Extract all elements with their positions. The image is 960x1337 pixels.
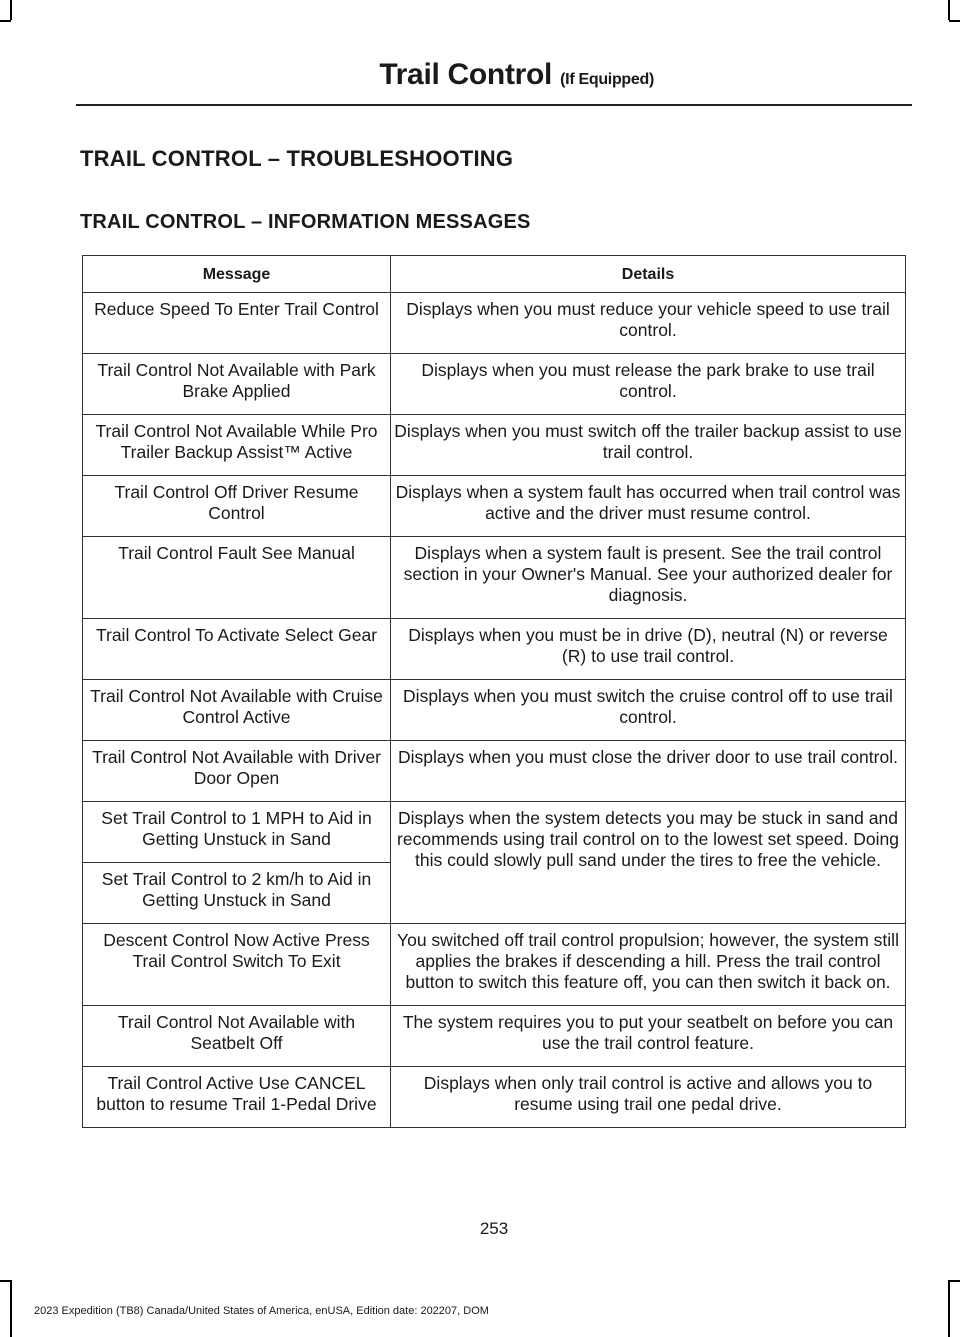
details-cell: You switched off trail control propulsion; however, the system still applies the brakes if descending a hill. Press the trail control button to switch this feature off, you can then switch it back on. [391, 924, 906, 1006]
table-header-row [83, 256, 906, 293]
table-row [83, 680, 906, 741]
message-cell: Set Trail Control to 1 MPH to Aid in Getting Unstuck in Sand [83, 802, 391, 863]
table-row [83, 415, 906, 476]
table-row [83, 1067, 906, 1128]
table-row [83, 1006, 906, 1067]
crop-mark [948, 1280, 950, 1337]
table-row [83, 354, 906, 415]
details-cell: Displays when you must be in drive (D), neutral (N) or reverse (R) to use trail control. [391, 619, 906, 680]
details-cell: Displays when you must reduce your vehicle speed to use trail control. [391, 293, 906, 354]
details-cell: Displays when you must release the park brake to use trail control. [391, 354, 906, 415]
table-row [83, 537, 906, 619]
section-heading: TRAIL CONTROL – TROUBLESHOOTING [80, 146, 514, 171]
crop-mark [948, 0, 950, 20]
page-header [379, 58, 654, 92]
column-header-details: Details [391, 256, 906, 293]
information-messages-table [82, 255, 906, 1128]
header-divider [76, 104, 912, 106]
message-cell: Trail Control Not Available with Driver Door Open [83, 741, 391, 802]
details-cell: Displays when a system fault is present. See the trail control section in your Owner's Manual. See your authorized dealer for diagnosis. [391, 537, 906, 619]
table-row [83, 293, 906, 354]
details-cell: Displays when you must switch the cruise control off to use trail control. [391, 680, 906, 741]
table-row [83, 924, 906, 1006]
message-cell: Trail Control Off Driver Resume Control [83, 476, 391, 537]
details-cell: The system requires you to put your seatbelt on before you can use the trail control feature. [391, 1006, 906, 1067]
details-cell: Displays when a system fault has occurred when trail control was active and the driver must resume control. [391, 476, 906, 537]
table-row [83, 476, 906, 537]
message-cell: Trail Control Active Use CANCEL button to resume Trail 1-Pedal Drive [83, 1067, 391, 1128]
message-cell: Trail Control Not Available with Cruise Control Active [83, 680, 391, 741]
details-cell: Displays when you must close the driver door to use trail control. [391, 741, 906, 802]
message-cell: Trail Control Not Available with Seatbelt Off [83, 1006, 391, 1067]
message-cell: Descent Control Now Active Press Trail Control Switch To Exit [83, 924, 391, 1006]
crop-mark [0, 1280, 11, 1282]
crop-mark [10, 0, 12, 20]
crop-mark [949, 20, 960, 22]
message-cell: Set Trail Control to 2 km/h to Aid in Getting Unstuck in Sand [83, 863, 391, 924]
column-header-message: Message [83, 256, 391, 293]
details-cell: Displays when only trail control is active and allows you to resume using trail one pedal drive. [391, 1067, 906, 1128]
crop-mark [0, 20, 11, 22]
subsection-heading: TRAIL CONTROL – INFORMATION MESSAGES [80, 211, 531, 233]
page-number: 253 [479, 1219, 509, 1238]
crop-mark [949, 1280, 960, 1282]
details-cell: Displays when the system detects you may be stuck in sand and recommends using trail control on to the lowest set speed. Doing this could slowly pull sand under the tires to free the vehicle. [391, 802, 906, 924]
message-cell: Trail Control Fault See Manual [83, 537, 391, 619]
details-cell: Displays when you must switch off the trailer backup assist to use trail control. [391, 415, 906, 476]
message-cell: Trail Control Not Available While Pro Trailer Backup Assist™ Active [83, 415, 391, 476]
crop-mark [10, 1280, 12, 1337]
table-row [83, 619, 906, 680]
message-cell: Reduce Speed To Enter Trail Control [83, 293, 391, 354]
table-row [83, 802, 906, 863]
table-row [83, 741, 906, 802]
message-cell: Trail Control Not Available with Park Brake Applied [83, 354, 391, 415]
message-cell: Trail Control To Activate Select Gear [83, 619, 391, 680]
header-title: Trail Control [379, 58, 553, 91]
header-subtitle: (If Equipped) [560, 71, 654, 88]
footer-edition-info: 2023 Expedition (TB8) Canada/United States of America, enUSA, Edition date: 202207, DOM [34, 1305, 489, 1317]
